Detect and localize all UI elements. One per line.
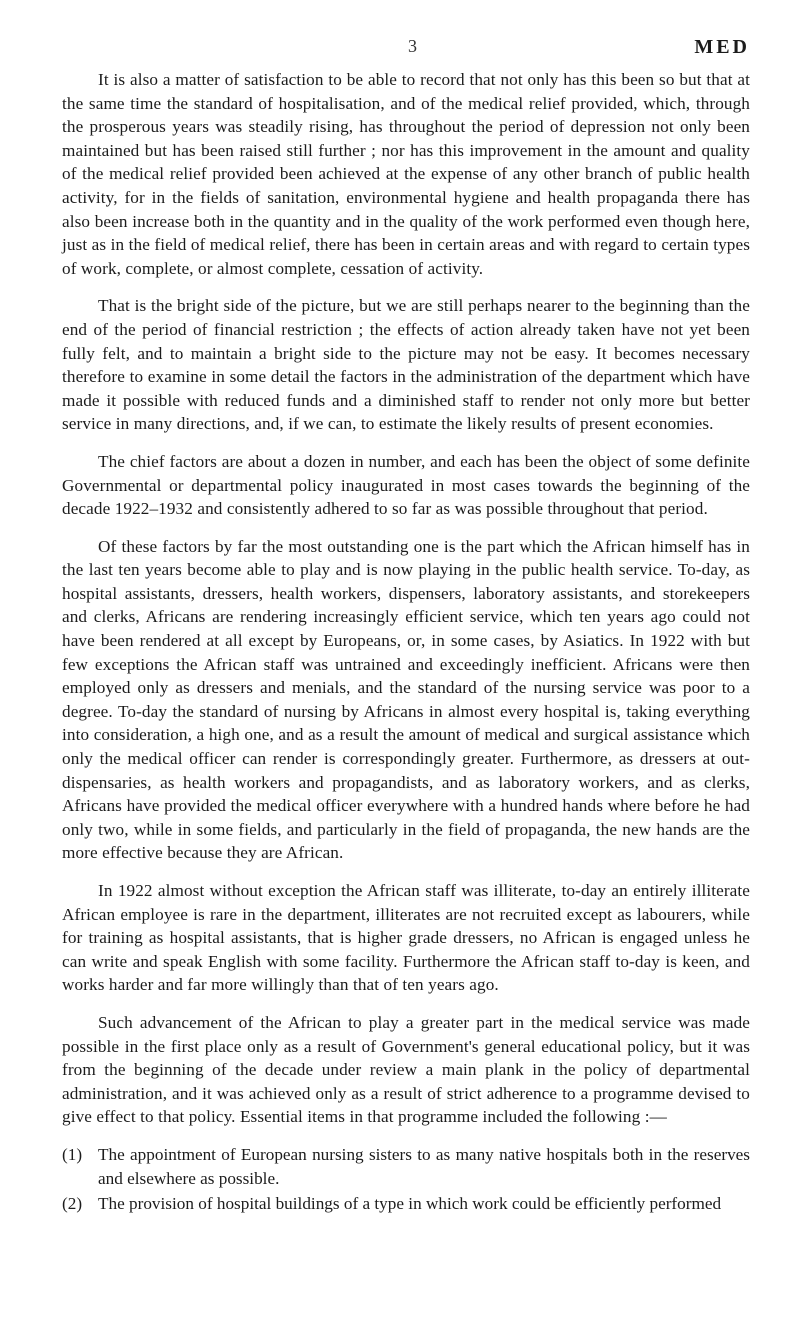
paragraph: In 1922 almost without exception the African staff was illiterate, to-day an entirely illiterate African employee is rare in the department, illiterates are not recruited except as labourers, while for training as hospital assistants, that is higher grade dressers, no African is engaged unless he can write and speak English with some facility. Furthermore the African staff to-day is keen, and works harder and far more willingly than that of ten years ago. (62, 881, 750, 995)
list-item-number: (2) (62, 1194, 83, 1214)
list-item-text: The appointment of European nursing sisters to as many native hospitals both in the reserves and elsewhere as possible. (98, 1144, 750, 1188)
page-number: 3 (408, 36, 417, 56)
list-item (62, 1143, 750, 1190)
paragraph: It is also a matter of satisfaction to be able to record that not only has this been so but that at the same time the standard of hospitalisation, and of the medical relief provided, which, through the prosperous years was steadily rising, has throughout the period of depression not only been maintained but has been raised still further ; nor has this improvement in the amount and quality of the medical relief provided been achieved at the expense of any other branch of public health activity, for in the fields of sanitation, environmental hygiene and health propaganda there has also been increase both in the quantity and in the quality of the work performed even though here, just as in the field of medical relief, there has been in certain areas and with regard to certain types of work, complete, or almost complete, cessation of activity. (62, 70, 750, 278)
running-head: MED (694, 36, 750, 58)
paragraph: The chief factors are about a dozen in number, and each has been the object of some definite Governmental or departmental policy inaugurated in most cases towards the beginning of the decade 1922–1932 and consistently adhered to so far as was possible throughout that period. (62, 451, 750, 519)
page-header (60, 36, 750, 66)
paragraph: Of these factors by far the most outstanding one is the part which the African himself has in the last ten years become able to play and is now playing in the public health service. To-day, as hospital assistants, dressers, health workers, dispensers, laboratory assistants, and storekeepers and clerks, Africans are rendering increasingly efficient service, which ten years ago could not have been rendered at all except by Europeans, or, in some cases, by Asiatics. In 1922 with but few exceptions the African staff was untrained and exceedingly inefficient. Africans were then employed only as dressers and menials, and the standard of the nursing service was poor to a degree. To-day the standard of nursing by Africans in almost every hospital is, taking everything into consideration, a high one, and as a result the amount of medical and surgical assistance which only the medical officer can render is correspondingly greater. Furthermore, as dressers at out-dispensaries, as health workers and propagandists, and as laboratory workers, and as clerks, Africans have provided the medical officer everywhere with a hundred hands where before he had only two, while in some fields, and particularly in the field of propaganda, the new hands are the more effective because they are African. (62, 536, 750, 863)
list-item-number: (1) (62, 1144, 83, 1164)
paragraph: That is the bright side of the picture, but we are still perhaps nearer to the beginning than the end of the period of financial restriction ; the effects of action already taken have not yet been fully felt, and to maintain a bright side to the picture may not be easy. It becomes necessary therefore to examine in some detail the factors in the administration of the department which have made it possible with reduced funds and a diminished staff to render not only more but better service in many directions, and, if we can, to estimate the likely results of present economies. (62, 296, 750, 434)
list-item-text: The provision of hospital buildings of a type in which work could be efficiently performed (98, 1194, 722, 1214)
body-text (62, 68, 750, 1218)
programme-list (62, 1143, 750, 1216)
paragraph: Such advancement of the African to play a greater part in the medical service was made possible in the first place only as a result of Government's general educational policy, but it was from the beginning of the decade under review a main plank in the policy of departmental administration, and it was achieved only as a result of strict adherence to a programme devised to give effect to that policy. Essential items in that programme included the following :— (62, 1012, 750, 1127)
list-item (62, 1192, 750, 1216)
